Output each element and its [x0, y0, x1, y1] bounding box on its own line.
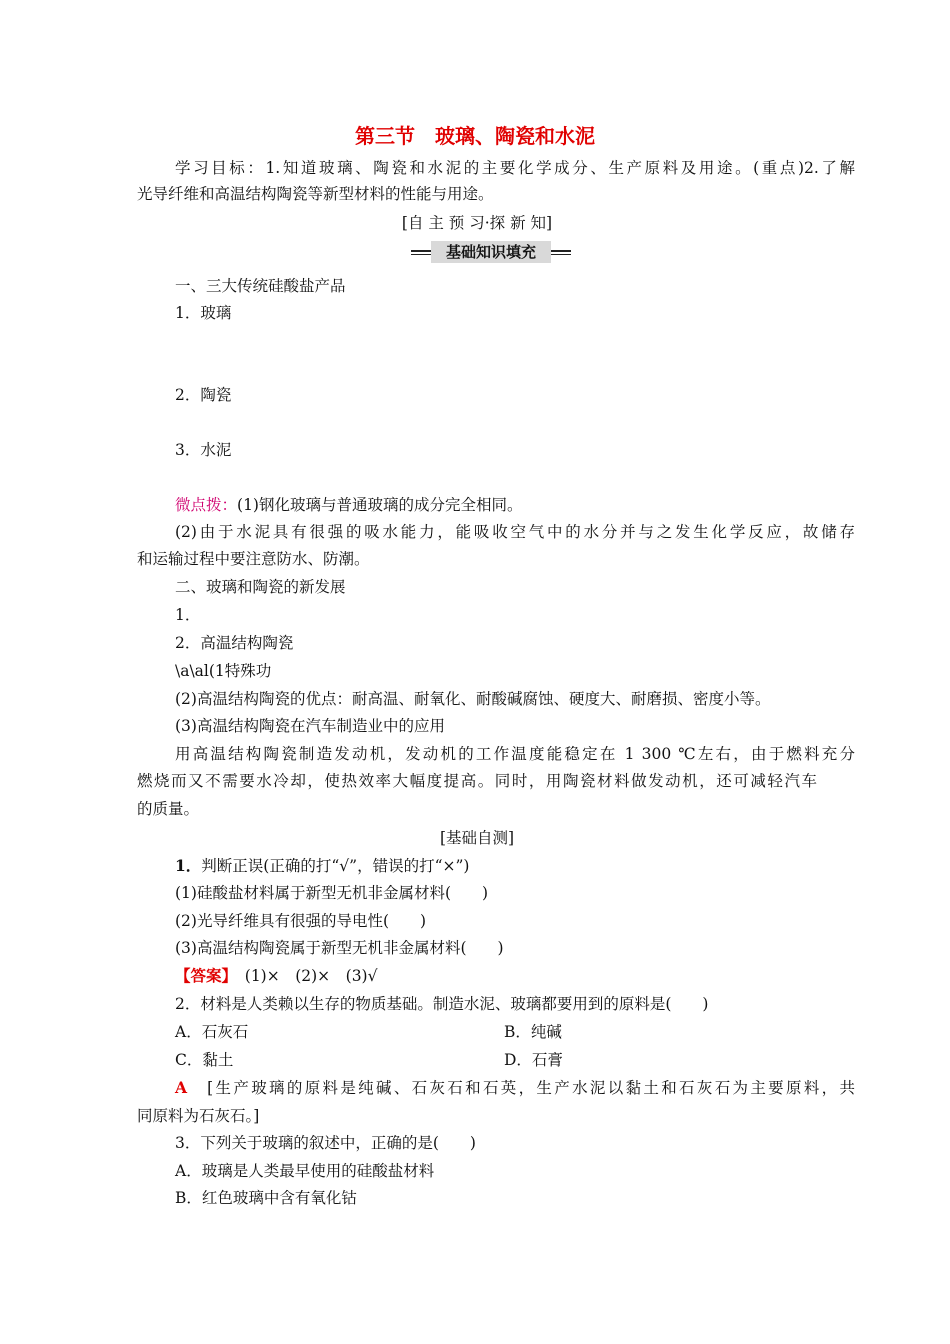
q2-explanation-1: [生产玻璃的原料是纯碱、石灰石和石英，生产水泥以黏土和石灰石为主要原料，共 [187, 1079, 855, 1097]
q2-option-b: B．纯碱 [504, 1023, 562, 1041]
section1-item-ceramics: 2．陶瓷 [175, 386, 232, 404]
q2-stem: 2．材料是人类赖以生存的物质基础。制造水泥、玻璃都要用到的原料是( ) [175, 995, 709, 1013]
section2-sub-1: \a\al(1特殊功 [175, 662, 272, 680]
q1-number: 1． [175, 856, 202, 875]
tip-line-1 [175, 495, 855, 515]
section2-item-1: 1． [175, 606, 201, 624]
answer-label: 【答案】 [175, 966, 230, 985]
objectives-line-1: 学习目标：1.知道玻璃、陶瓷和水泥的主要化学成分、生产原料及用途。(重点)2.了解 [175, 159, 855, 177]
q3-option-a: A．玻璃是人类最早使用的硅酸盐材料 [175, 1162, 435, 1180]
section2-para-3: 的质量。 [137, 800, 200, 818]
q2-option-d: D．石膏 [504, 1051, 563, 1069]
q1-statement-3: (3)高温结构陶瓷属于新型无机非金属材料( ) [175, 939, 504, 957]
q1-answer: (1)× (2)× (3)√ [229, 967, 378, 985]
q2-explanation-line-1 [175, 1078, 855, 1098]
section2-para-1: 用高温结构陶瓷制造发动机，发动机的工作温度能稳定在 1 300 ℃左右，由于燃料充分 [175, 745, 855, 763]
section2-sub-2: (2)高温结构陶瓷的优点：耐高温、耐氧化、耐酸碱腐蚀、硬度大、耐磨损、密度小等。 [175, 690, 771, 708]
tip-label: 微点拨： [175, 496, 238, 514]
section1-item-glass: 1．玻璃 [175, 304, 232, 322]
q2-options-row-2 [175, 1050, 855, 1070]
q2-explanation-line-2: 同原料为石灰石。] [137, 1107, 260, 1125]
q2-option-a: A．石灰石 [175, 1023, 249, 1041]
q2-options-row-1 [175, 1022, 855, 1042]
section2-heading: 二、玻璃和陶瓷的新发展 [175, 578, 346, 596]
section2-para-2: 燃烧而又不需要水冷却，使热效率大幅度提高。同时，用陶瓷材料做发动机，还可减轻汽车 [137, 772, 817, 790]
q2-answer: A [175, 1078, 188, 1097]
page-title: 第三节 玻璃、陶瓷和水泥 [355, 124, 595, 148]
section1-item-cement: 3．水泥 [175, 441, 232, 459]
tip-line-3: 和运输过程中要注意防水、防潮。 [137, 550, 370, 568]
q3-option-b: B．红色玻璃中含有氧化钴 [175, 1189, 357, 1207]
tip-line-2: (2)由于水泥具有很强的吸水能力，能吸收空气中的水分并与之发生化学反应，故储存 [175, 523, 855, 541]
selftest-header: [基础自测] [439, 829, 515, 847]
preview-header: [自 主 预 习·探 新 知] [401, 214, 553, 232]
q1-stem-line [175, 856, 855, 876]
q1-stem: 判断正误(正确的打“√”，错误的打“×”) [201, 857, 470, 875]
tip-text-1: (1)钢化玻璃与普通玻璃的成分完全相同。 [237, 496, 523, 514]
objectives-line-2: 光导纤维和高温结构陶瓷等新型材料的性能与用途。 [137, 185, 494, 203]
section1-heading: 一、三大传统硅酸盐产品 [175, 277, 346, 295]
q1-statement-2: (2)光导纤维具有很强的导电性( ) [175, 912, 427, 930]
q3-stem: 3．下列关于玻璃的叙述中，正确的是( ) [175, 1134, 476, 1152]
q2-option-c: C．黏土 [175, 1051, 234, 1069]
section2-item-2: 2．高温结构陶瓷 [175, 634, 294, 652]
q1-statement-1: (1)硅酸盐材料属于新型无机非金属材料( ) [175, 884, 489, 902]
banner-label: 基础知识填充 [431, 241, 551, 263]
section2-sub-3: (3)高温结构陶瓷在汽车制造业中的应用 [175, 717, 445, 735]
knowledge-banner [411, 240, 571, 264]
q1-answer-line [175, 966, 855, 986]
